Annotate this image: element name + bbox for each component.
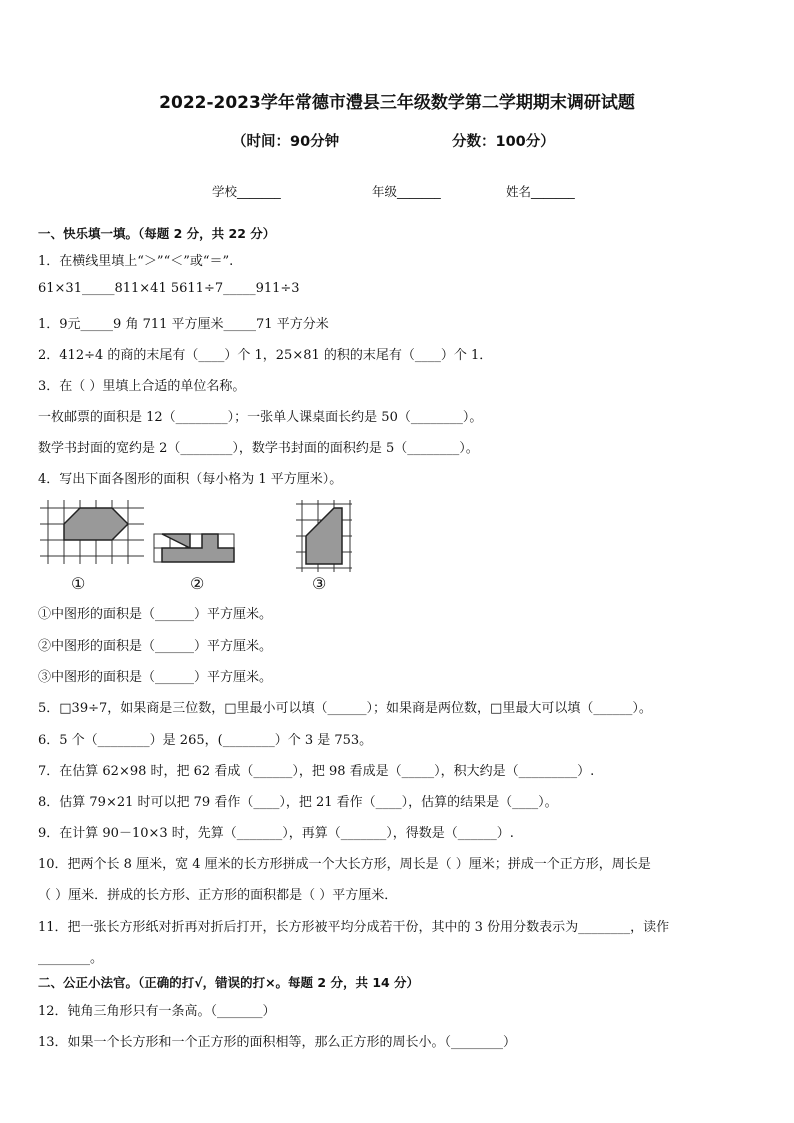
question-line: 数学书封面的宽约是 2（________），数学书封面的面积约是 5（________）。 — [38, 441, 479, 456]
question-line: ③中图形的面积是（______）平方厘米。 — [38, 670, 273, 685]
question-line: 13．如果一个长方形和一个正方形的面积相等，那么正方形的周长小。（________） — [38, 1035, 517, 1050]
question-line: 1．在横线里填上“＞”“＜”或“＝”. — [38, 254, 234, 269]
section2-heading: 二、公正小法官。（正确的打√，错误的打×。每题 2 分，共 14 分） — [38, 975, 420, 990]
section1-heading: 一、快乐填一填。（每题 2 分，共 22 分） — [38, 226, 276, 241]
question-line: 3．在（ ）里填上合适的单位名称。 — [38, 379, 246, 394]
question-line: 7．在估算 62×98 时，把 62 看成（______），把 98 看成是（_____），积大约是（_________）. — [38, 764, 595, 779]
question-line: 9．在计算 90－10×3 时，先算（_______），再算（_______），得数是（______）. — [38, 826, 514, 841]
time-label: （时间：90分钟 — [232, 134, 340, 150]
question-line: 10．把两个长 8 厘米，宽 4 厘米的长方形拼成一个大长方形，周长是（ ）厘米；拼成一个正方形，周长是 — [38, 857, 651, 872]
question-line: ①中图形的面积是（______）平方厘米。 — [38, 607, 273, 622]
figure-1-shape — [64, 508, 128, 540]
question-line: 11．把一张长方形纸对折再对折后打开，长方形被平均分成若干份，其中的 3 份用分数表示为________，读作 — [38, 920, 670, 935]
figure-2-grid — [154, 530, 242, 566]
question-line: 一枚邮票的面积是 12（________）；一张单人课桌面长约是 50（________）。 — [38, 410, 483, 425]
question-line: 61×31_____811×41 5611÷7_____911÷3 — [38, 281, 300, 296]
figure-2-label: ② — [190, 574, 205, 593]
figure-3-label: ③ — [312, 574, 327, 593]
figure-2-shape — [162, 534, 234, 562]
question-line: 4．写出下面各图形的面积（每小格为 1 平方厘米）。 — [38, 472, 343, 487]
question-line: 12．钝角三角形只有一条高。（_______） — [38, 1004, 276, 1019]
figure-1-grid — [40, 500, 144, 564]
figure-3-grid — [296, 500, 352, 572]
school-field[interactable]: 学校_______ — [212, 184, 281, 199]
question-line: 1．9元_____9 角 711 平方厘米_____71 平方分米 — [38, 317, 329, 332]
figure-3-shape — [306, 508, 342, 564]
question-line: 2．412÷4 的商的末尾有（____）个 1，25×81 的积的末尾有（____）个 1． — [38, 348, 493, 363]
name-field[interactable]: 姓名_______ — [506, 184, 575, 199]
grade-field[interactable]: 年级_______ — [372, 184, 441, 199]
question-line: 5．□39÷7，如果商是三位数，□里最小可以填（______）；如果商是两位数，□里最大可以填（______）。 — [38, 701, 652, 716]
figure-1-label: ① — [71, 574, 86, 593]
question-line: 6．5 个（________）是 265，(________）个 3 是 753。 — [38, 733, 373, 748]
page-title: 2022-2023学年常德市澧县三年级数学第二学期期末调研试题 — [159, 93, 635, 113]
score-label: 分数：100分） — [452, 134, 555, 150]
question-line: 8．估算 79×21 时可以把 79 看作（____），把 21 看作（____），估算的结果是（____）。 — [38, 795, 558, 810]
question-line: ②中图形的面积是（______）平方厘米。 — [38, 639, 273, 654]
question-line: ________。 — [38, 951, 104, 966]
question-line: （ ）厘米．拼成的长方形、正方形的面积都是（ ）平方厘米． — [38, 888, 398, 903]
